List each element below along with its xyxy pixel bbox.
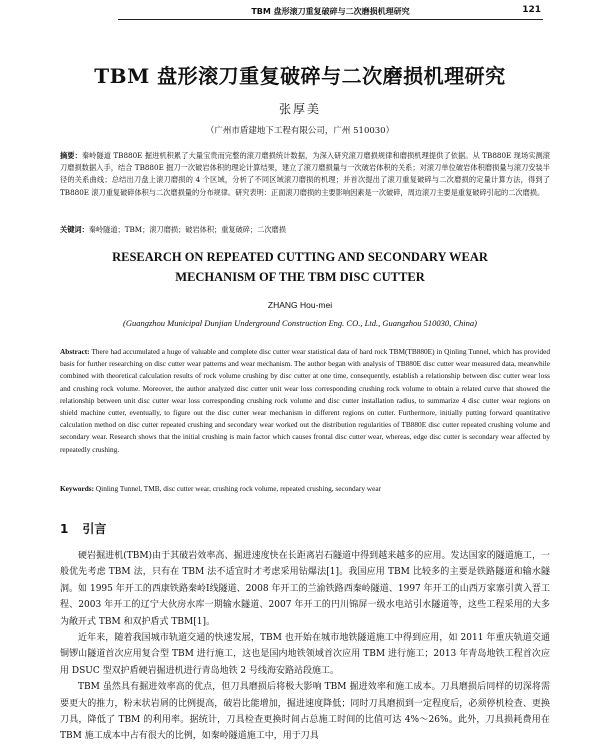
body-paragraph: TBM 虽然具有掘进效率高的优点，但刀具磨损后将极大影响 TBM 掘进效率和施工成本。刀具磨损后同样的切深将需要更大的推力，粉末状岩屑的比例提高，破岩比能增加，掘进速度降低；同时刀具磨损到一定程度后，必须停机检查、更换刀具，降低了 TBM 的利用率。据统计，刀具检查更换时间占总施工时间的比值可达 4%～26%。此外，刀具损耗费用在 TBM 施工成本中占有很大的比例，如秦岭隧道施工中，用于刀具: [60, 682, 550, 742]
affiliation-chinese: （广州市盾建地下工程有限公司，广州 510030）: [205, 126, 395, 136]
abstract-english: [60, 346, 550, 456]
keywords-english-text: Qinling Tunnel, TMB, disc cutter wear, crushing rock volume, repeated crushing, secondary wear: [95, 484, 381, 493]
title-english: [0, 247, 600, 287]
author-chinese: 张厚美: [278, 102, 321, 116]
section-number: 1: [60, 522, 69, 536]
body-paragraph: 近年来，随着我国城市轨道交通的快速发展，TBM 也开始在城市地铁隧道施工中得到应用，如 2011 年重庆轨道交通铜锣山隧道首次应用复合型 TBM 进行施工，这也是国内地铁领域首次应用 TBM 进行施工；2013 年青岛地铁工程首次应用 DSUC 型双护盾硬岩掘进机进行青岛地铁 2 号线海安路站段施工。: [60, 633, 550, 676]
title-english-line: MECHANISM OF THE TBM DISC CUTTER: [175, 270, 425, 284]
abstract-english-label: Abstract:: [60, 347, 90, 356]
keywords-chinese: [60, 224, 550, 236]
section-title: 引言: [82, 522, 107, 536]
abstract-chinese-text: 秦岭隧道 TB880E 掘进机积累了大量宝贵而完整的滚刀磨损统计数据，为深入研究滚刀磨损规律和磨损机理提供了依据。从 TB880E 现场实测滚刀磨损数据入手，结合 TB880E 掘刀一次破岩体积的理论计算结果，建立了滚刀磨损量与一次破岩体积的关系；对滚刀单位破岩体积磨损量与滚刀安装半径的关系曲线；总结出刀盘上滚刀磨损的 4 个区域，分析了不同区域滚刀磨损的机理；并首次提出了滚刀重复破碎与二次磨损的定量计算方法，得到了 TB880E 滚刀重复破碎体积与二次磨损量的分布规律。研究表明：正面滚刀磨损的主要影响因素是一次破碎，周边滚刀主要是重复破碎引起的二次磨损。: [60, 151, 550, 197]
keywords-english: [60, 483, 550, 495]
running-header: [118, 5, 543, 20]
author-english: ZHANG Hou-mei: [267, 300, 333, 310]
keywords-english-label: Keywords:: [60, 484, 95, 493]
keywords-chinese-text: 秦岭隧道；TBM；滚刀磨损；破岩体积；重复破碎；二次磨损: [88, 225, 286, 234]
keywords-chinese-label: 关键词：: [60, 225, 89, 234]
affiliation-english: (Guangzhou Municipal Dunjian Underground Construction Eng. CO., Ltd., Guangzhou 510030, China): [122, 318, 477, 328]
running-title: TBM 盘形滚刀重复破碎与二次磨损机理研究: [251, 7, 410, 16]
title-chinese: TBM 盘形滚刀重复破碎与二次磨损机理研究: [94, 64, 506, 88]
abstract-english-text: There had accumulated a huge of valuable and complete disc cutter wear statistical data of hard rock TBM(TB880E) in Qinling Tunnel, which has provided basis for further researching on disc cutter wear patterns and wear mechanism. The author began with analysis of TB880E disc cutter wear measured data, meanwhile combined with theoretical calculation results of rock volume crushing by disc cutter at one time, consequently, establish a relationship between disc cutter wear loss and crushing rock volume. Moreover, the author analyzed disc cutter unit wear loss corresponding crushing rock volume to obtain a related curve that showed the relationship between unit disc cutter wear loss corresponding crushing rock volume and disc cutter installation radius, to summarize 4 disc cutter wear regions on shield machine cutter, eventually, to figure out the disc cutter wear mechanism in different regions on cutter. Furthermore, initially putting forward quantitative calculation method on disc cutter repeated crushing and secondary wear worked out the distribution regularities of TB880E disc cutter repeated crushing volume and secondary wear. Research shows that the initial crushing is main factor which causes frontal disc cutter wear, whereas, edge disc cutter is secondary wear affected by repeatedly crushing.: [60, 347, 550, 454]
section-heading: [60, 520, 120, 537]
abstract-chinese-label: 摘要：: [60, 151, 82, 160]
title-english-line: RESEARCH ON REPEATED CUTTING AND SECONDARY WEAR: [112, 250, 488, 264]
body-paragraph: 硬岩掘进机(TBM)由于其破岩效率高、掘进速度快在长距离岩石隧道中得到越来越多的应用。发达国家的隧道施工，一般优先考虑 TBM 法，只有在 TBM 法不适宜时才考虑采用钻爆法[1]。我国应用 TBM 比较多的主要是铁路隧道和输水隧洞。如 1995 年开工的西康铁路秦岭Ⅰ线隧道、2008 年开工的兰渝铁路西秦岭隧道、1997 年开工的山西万家寨引黄入晋工程、2003 年开工的辽宁大伙房水库一期输水隧道、2007 年开工的円川锦屏一级水电站引水隧道等，这些工程采用的大多为敞开式 TBM 和双护盾式 TBM[1]。: [60, 551, 550, 627]
page-number: 121: [522, 5, 541, 15]
abstract-chinese: [60, 150, 550, 199]
body-text: [60, 548, 550, 745]
